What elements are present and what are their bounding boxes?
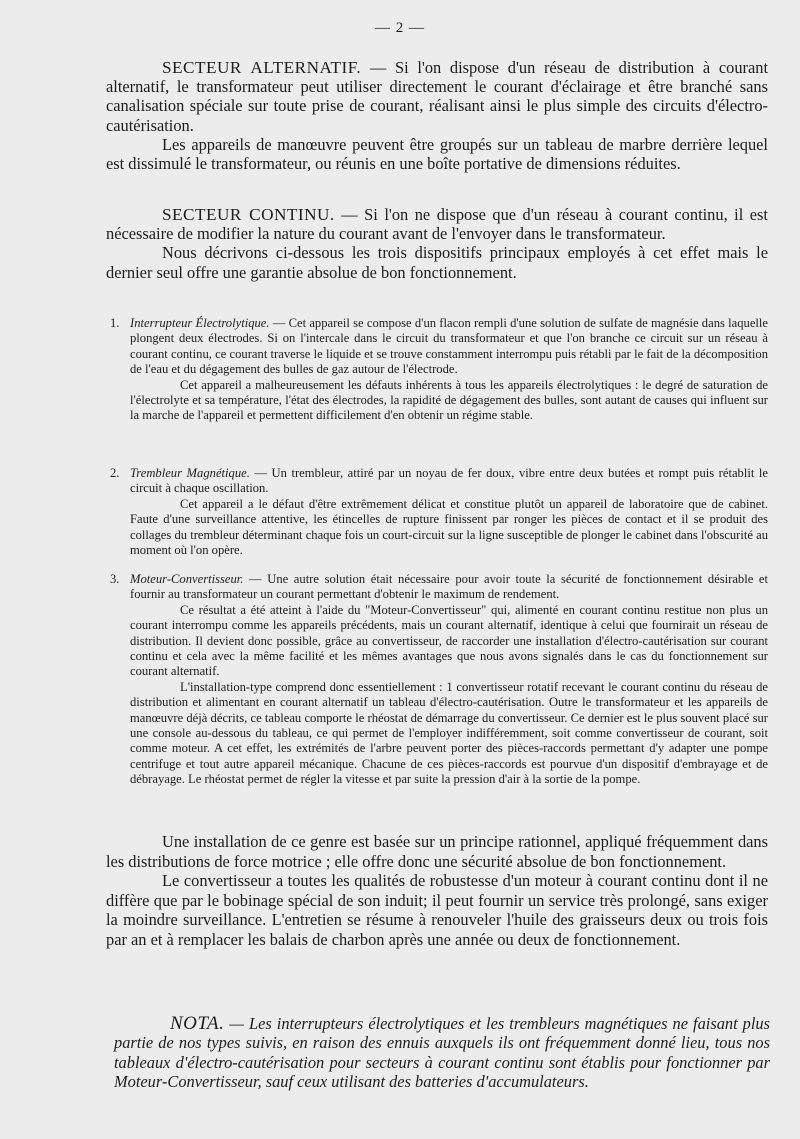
item-number: 3. — [110, 572, 120, 586]
list-item-moteur-convertisseur: 3. Moteur-Convertisseur. — Une autre solution était nécessaire pour avoir toute la sécurité de fonctionnement désirable et fournir au transformateur un courant permettant d'obtenir le maximum de rendement. Ce résultat a été atteint à l'aide du "Moteur-Convertisseur" qui, alimenté en courant continu restitue non plus un courant interrompu comme les appareils précédents, mais un courant alternatif, identique à celui que fournirait un réseau de distribution. Il devient donc possible, grâce au convertisseur, de raccorder une installation d'électro-cautérisation sur courant continu et cela avec la même facilité et les mêmes avantages que nous avons signalés dans le cas du fonctionnement sur courant alternatif. L'installation-type comprend donc essentiellement : 1 convertisseur rotatif recevant le courant continu du réseau de distribution et alimentant en courant alternatif un tableau d'électro-cautérisation. Outre le transformateur et les appareils de manœuvre déjà décrits, ce tableau comporte le rhéostat de démarrage du convertisseur. Ce dernier est le plus souvent placé sur une console au-dessous du tableau, ce qui permet de l'employer indifféremment, soit comme convertisseur de courant, soit comme moteur. A cet effet, les extrémités de l'arbre peuvent porter des pièces-raccords permettant d'y adapter une pompe centrifuge et tout autre appareil mécanique. Chacune de ces pièces-raccords est pourvue d'un dispositif d'embrayage et de débrayage. Le rhéostat permet de régler la vitesse et par suite la pression d'air à la sortie de la pompe. — [110, 572, 768, 787]
nota-text: — Les interrupteurs électrolytiques et les trembleurs magnétiques ne faisant plus partie de nos types suivis, en raison des ennuis auxquels ils ont fréquemment donné lieu, tous nos tableaux d'électro-cautérisation pour secteurs à courant continu sont établis pour fonctionner par Moteur-Convertisseur, sauf ceux utilisant des batteries d'accumulateurs. — [114, 1014, 770, 1092]
section-conclusion — [106, 832, 768, 950]
paragraph: Cet appareil a le défaut d'être extrêmement délicat et constitue plutôt un appareil de laboratoire que de cabinet. Faute d'une surveillance attentive, les étincelles de rupture finissent par ronger les pièces de contact et il se produit des collages du trembleur déterminant chaque fois un court-circuit sur la ligne susceptible de plonger le cabinet dans l'obscurité au moment où l'on opère. — [130, 496, 768, 558]
paragraph: SECTEUR CONTINU. — Si l'on ne dispose que d'un réseau à courant continu, il est nécessaire de modifier la nature du courant avant de l'envoyer dans le transformateur. — [106, 205, 768, 244]
section-heading: SECTEUR CONTINU. — [162, 205, 335, 224]
paragraph: Les appareils de manœuvre peuvent être groupés sur un tableau de marbre derrière lequel est dissimulé le transformateur, ou réunis en une boîte portative de dimensions réduites. — [106, 134, 768, 174]
nota-label: NOTA. — [170, 1013, 225, 1034]
page-number: — 2 — — [375, 20, 425, 36]
nota-block — [114, 1014, 770, 1092]
paragraph: SECTEUR ALTERNATIF. — Si l'on dispose d'un réseau de distribution à courant alternatif, le transformateur peut utiliser directement le courant d'éclairage et être branché sans canalisation spéciale sur toute prise de courant, réalisant ainsi le plus simple des circuits d'électro-cautérisation. — [106, 58, 768, 135]
section-secteur-continu — [106, 205, 768, 282]
item-number: 1. — [110, 316, 120, 330]
item-title: Moteur-Convertisseur. — [130, 572, 244, 586]
paragraph: Une installation de ce genre est basée sur un principe rationnel, appliqué fréquemment dans les distributions de force motrice ; elle offre donc une sécurité absolue de bon fonctionnement. — [106, 832, 768, 871]
paragraph: Cet appareil a malheureusement les défauts inhérents à tous les appareils électrolytiques : le degré de saturation de l'électrolyte et sa température, l'état des électrodes, la rapidité de dégagement des bulles, sont autant de causes qui influent sur la marche de l'appareil et permettent difficilement d'en obtenir un régime stable. — [130, 377, 768, 423]
section-heading: SECTEUR ALTERNATIF. — [162, 58, 362, 77]
list-item-interrupteur: 1. Interrupteur Électrolytique. — Cet appareil se compose d'un flacon rempli d'une solution de sulfate de magnésie dans laquelle plongent deux électrodes. Si on l'intercale dans le circuit du transformateur et que l'on branche ce circuit sur un réseau à courant continu, ce courant traverse le liquide et se trouve constamment interrompu puis rétabli par le fait de la décomposition de l'eau et du dégagement des bulles de gaz autour de l'électrode. Cet appareil a malheureusement les défauts inhérents à tous les appareils électrolytiques : le degré de saturation de l'électrolyte et sa température, l'état des électrodes, la rapidité de dégagement des bulles, sont autant de causes qui influent sur la marche de l'appareil et permettent difficilement d'en obtenir un régime stable. — [110, 316, 768, 423]
item-title: Trembleur Magnétique. — [130, 466, 250, 480]
paragraph: Le convertisseur a toutes les qualités de robustesse d'un moteur à courant continu dont il ne diffère que par le bobinage spécial de son induit; il peut fournir un service très prolongé, sans exiger la moindre surveillance. L'entretien se résume à renouveler l'huile des graisseurs deux ou trois fois par an et à remplacer les balais de charbon après une année ou deux de fonctionnement. — [106, 871, 768, 949]
item-number: 2. — [110, 466, 120, 480]
paragraph: Nous décrivons ci-dessous les trois dispositifs principaux employés à cet effet mais le dernier seul offre une garantie absolue de bon fonctionnement. — [106, 243, 768, 282]
list-item-trembleur: 2. Trembleur Magnétique. — Un trembleur, attiré par un noyau de fer doux, vibre entre deux butées et rompt puis rétablit le circuit à chaque oscillation. Cet appareil a le défaut d'être extrêmement délicat et constitue plutôt un appareil de laboratoire que de cabinet. Faute d'une surveillance attentive, les étincelles de rupture finissent par ronger les pièces de contact et il se produit des collages du trembleur déterminant chaque fois un court-circuit sur la ligne susceptible de plonger le cabinet dans l'obscurité au moment où l'on opère. — [110, 466, 768, 558]
paragraph: L'installation-type comprend donc essentiellement : 1 convertisseur rotatif recevant le courant continu du réseau de distribution et alimentant en courant alternatif un tableau d'électro-cautérisation. Outre le transformateur et les appareils de manœuvre déjà décrits, ce tableau comporte le rhéostat de démarrage du convertisseur. Ce dernier est le plus souvent placé sur une console au-dessous du tableau, ce qui permet de l'employer indifféremment, soit comme convertisseur de courant, soit comme moteur. A cet effet, les extrémités de l'arbre peuvent porter des pièces-raccords permettant d'y adapter une pompe centrifuge et tout autre appareil mécanique. Chacune de ces pièces-raccords est pourvue d'un dispositif d'embrayage et de débrayage. Le rhéostat permet de régler la vitesse et par suite la pression d'air à la sortie de la pompe. — [130, 679, 768, 787]
item-title: Interrupteur Électrolytique. — [130, 316, 270, 330]
section-secteur-alternatif — [106, 58, 768, 173]
paragraph: Ce résultat a été atteint à l'aide du "Moteur-Convertisseur" qui, alimenté en courant continu restitue non plus un courant interrompu comme les appareils précédents, mais un courant alternatif, identique à celui que fournirait un réseau de distribution. Il devient donc possible, grâce au convertisseur, de raccorder une installation d'électro-cautérisation sur courant continu et cela avec la même facilité et les mêmes avantages que nous avons signalés dans le cas du fonctionnement sur courant alternatif. — [130, 602, 768, 679]
